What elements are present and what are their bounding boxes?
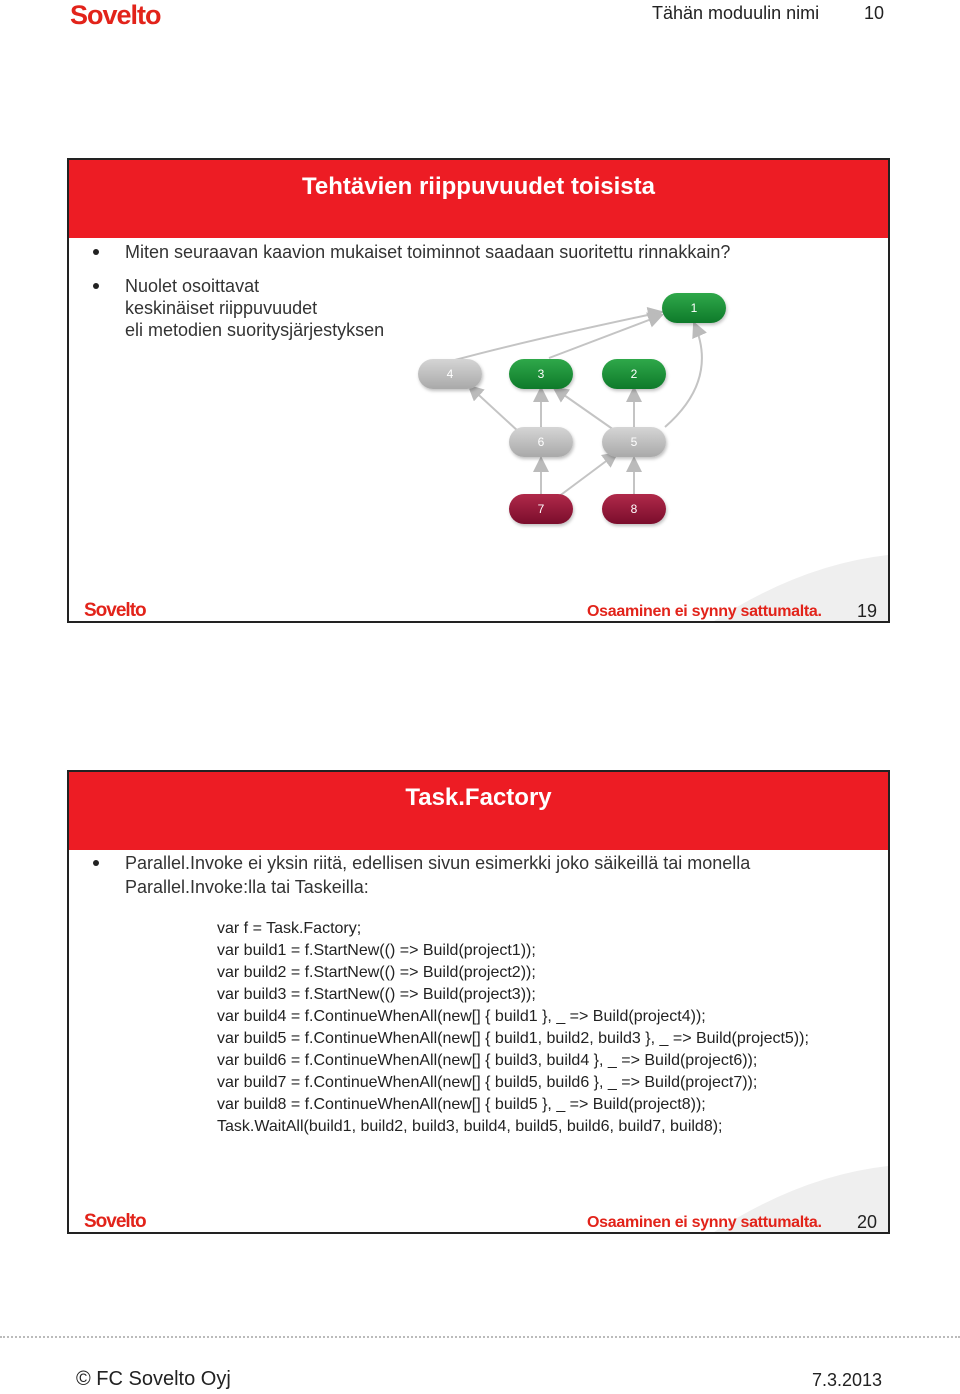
edge-6-to-4 xyxy=(469,386,519,432)
sovelto-logo: Sovelto xyxy=(84,1211,146,1232)
page-number: 10 xyxy=(864,3,885,23)
bullet-text: Parallel.Invoke ei yksin riitä, edellisen sivun esimerkki joko säikeillä tai monella xyxy=(125,853,751,873)
bullet-text-continued: Parallel.Invoke:lla tai Taskeilla: xyxy=(125,877,369,897)
code-line: var build3 = f.StartNew(() => Build(project3)); xyxy=(217,986,536,1003)
graph-node-5: 5 xyxy=(602,427,666,457)
slide-number: 20 xyxy=(857,1212,878,1232)
edge-7-to-5 xyxy=(554,453,617,500)
module-name-header: Tähän moduulin nimi xyxy=(652,3,820,23)
code-line: var build4 = f.ContinueWhenAll(new[] { build1 }, _ => Build(project4)); xyxy=(217,1008,706,1025)
edge-5-to-1 xyxy=(665,323,702,427)
bullet-text: Miten seuraavan kaavion mukaiset toiminnot saadaan suoritettu rinnakkain? xyxy=(125,242,731,262)
graph-node-2: 2 xyxy=(602,359,666,389)
edge-5-to-3 xyxy=(554,388,614,430)
slide-title: Tehtävien riippuvuudet toisista xyxy=(302,173,655,200)
slide-20 xyxy=(67,770,890,1234)
slide-title: Task.Factory xyxy=(405,784,552,811)
graph-node-1: 1 xyxy=(662,293,726,323)
graph-node-4: 4 xyxy=(418,359,482,389)
graph-node-3: 3 xyxy=(509,359,573,389)
sovelto-logo: Sovelto xyxy=(84,600,146,621)
edge-4-to-1 xyxy=(455,312,662,360)
bullet-text: Nuolet osoittavat xyxy=(125,276,260,296)
footer-divider xyxy=(0,1336,960,1338)
code-line: var build1 = f.StartNew(() => Build(project1)); xyxy=(217,942,536,959)
sovelto-logo: Sovelto xyxy=(70,0,161,30)
code-line: var f = Task.Factory; xyxy=(217,920,362,937)
bullet-text-continued: keskinäiset riippuvuudet xyxy=(125,298,318,318)
bullet-dot xyxy=(93,860,99,866)
graph-node-6: 6 xyxy=(509,427,573,457)
code-line: var build7 = f.ContinueWhenAll(new[] { build5, build6 }, _ => Build(project7)); xyxy=(217,1074,758,1091)
code-line: var build2 = f.StartNew(() => Build(project2)); xyxy=(217,964,536,981)
dependency-graph xyxy=(69,160,890,623)
slogan: Osaaminen ei synny sattumalta. xyxy=(587,603,822,620)
copyright-text: © FC Sovelto Oyj xyxy=(76,1368,231,1390)
graph-node-8: 8 xyxy=(602,494,666,524)
code-line: var build8 = f.ContinueWhenAll(new[] { build5 }, _ => Build(project8)); xyxy=(217,1096,706,1113)
slide-19 xyxy=(67,158,890,623)
slogan: Osaaminen ei synny sattumalta. xyxy=(587,1214,822,1231)
slide-number: 19 xyxy=(857,601,878,621)
bullet-text-continued: eli metodien suoritysjärjestyksen xyxy=(125,320,385,340)
code-line: Task.WaitAll(build1, build2, build3, build4, build5, build6, build7, build8); xyxy=(217,1118,723,1135)
code-line: var build6 = f.ContinueWhenAll(new[] { build3, build4 }, _ => Build(project6)); xyxy=(217,1052,758,1069)
footer-date: 7.3.2013 xyxy=(812,1370,883,1390)
code-line: var build5 = f.ContinueWhenAll(new[] { build1, build2, build3 }, _ => Build(project5)); xyxy=(217,1030,809,1047)
graph-node-7: 7 xyxy=(509,494,573,524)
edge-3-to-1 xyxy=(549,315,662,358)
